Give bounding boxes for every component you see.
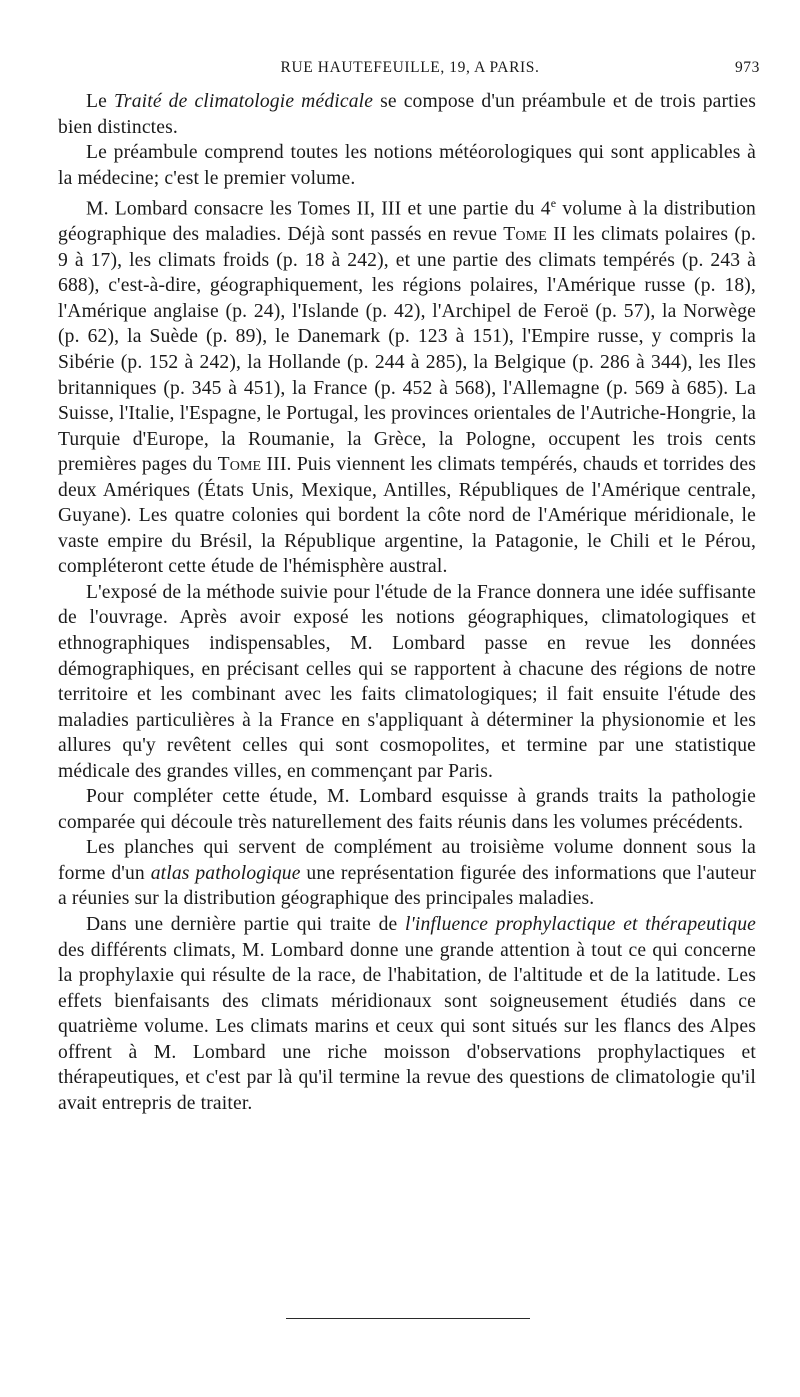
paragraph-1 <box>58 89 756 140</box>
paragraph-2: Le préambule comprend toutes les notions météorologiques qui sont applicables à la médecine; c'est le premier volume. <box>58 142 756 189</box>
tome-label: Tome <box>217 454 262 476</box>
section-divider <box>286 1318 530 1319</box>
paragraph-7 <box>58 912 756 1116</box>
paragraph-3-text-b: volume à la distribution géographique des maladies. Déjà sont passés en revue <box>58 198 756 246</box>
italic-phrase: atlas pathologique <box>150 862 301 884</box>
paragraph-3 <box>58 191 756 580</box>
paragraph-6-text-b: une représentation figurée des informations que l'auteur a réunies sur la distribution géographique des principales maladies. <box>58 862 756 910</box>
paragraph-6-text-a: Les planches qui servent de complément au troisième volume donnent sous la forme d'un <box>58 837 756 884</box>
running-head-title: RUE HAUTEFEUILLE, 19, A PARIS. <box>280 59 540 76</box>
paragraph-6 <box>58 835 756 912</box>
running-head <box>60 59 760 83</box>
paragraph-1-text: se compose d'un préambule et de trois parties bien distinctes. <box>58 91 756 138</box>
italic-phrase: l'influence prophylactique et thérapeutique <box>404 914 756 936</box>
paragraph-4: L'exposé de la méthode suivie pour l'étude de la France donnera une idée suffisante de l'ouvrage. Après avoir exposé les notions géographiques, climatologiques et ethnographiques indispensables, M. Lombard passe en revue les données démographiques, en précisant celles qui se rapportent à chacune des régions de notre territoire et les combinant avec les faits climatologiques; il fait ensuite l'étude des maladies particulières à la France en s'appliquant à déterminer la physionomie et les allures qu'y revêtent celles qui sont cosmopolites, et termine par une statistique médicale des grandes villes, en commençant par Paris. <box>58 581 756 782</box>
paragraph-5: Pour compléter cette étude, M. Lombard esquisse à grands traits la pathologie comparée qui découle très naturellement des faits réunis dans les volumes précédents. <box>58 786 756 833</box>
paragraph-3-text-d: III. Puis viennent les climats tempérés, chauds et torrides des deux Amériques (États Unis, Mexique, Antilles, Républiques de l'Amérique centrale, Guyane). Les quatre colonies qui bordent la côte nord de l'Amérique méridionale, le vaste empire du Brésil, la République argentine, la Patagonie, le Chili et le Pérou, compléteront cette étude de l'hémisphère austral. <box>58 454 756 578</box>
page-number: 973 <box>734 59 760 76</box>
paragraph-7-text-a: Dans une dernière partie qui traite de <box>86 914 405 936</box>
paragraph-3-text-c: II les climats polaires (p. 9 à 17), les climats froids (p. 18 à 242), et une partie des climats tempérés (p. 243 à 688), c'est-à-dire, géographiquement, les régions polaires, l'Amérique russe (p. 18), l'Amérique anglaise (p. 24), l'Islande (p. 42), l'Archipel de Feroë (p. 57), la Norwège (p. 62), la Suède (p. 89), le Danemark (p. 123 à 151), l'Empire russe, y compris la Sibérie (p. 152 à 242), la Hollande (p. 244 à 285), la Belgique (p. 286 à 344), les Iles britanniques (p. 345 à 451), la France (p. 452 à 568), l'Allemagne (p. 569 à 685). La Suisse, l'Italie, l'Espagne, le Portugal, les provinces orientales de l'Autriche-Hongrie, la Turquie d'Europe, la Roumanie, la Grèce, la Pologne, occupent les trois cents premières pages du <box>58 224 757 476</box>
body-text <box>58 89 756 1116</box>
book-title: Traité de climatologie médicale <box>113 91 374 112</box>
paragraph-7-text-b: des différents climats, M. Lombard donne une grande attention à tout ce qui concerne la prophylaxie qui résulte de la race, de l'habitation, de l'altitude et de la latitude. Les effets bienfaisants des climats méridionaux sont soigneusement étudiés dans ce quatrième volume. Les climats marins et ceux qui sont situés sur les flancs des Alpes offrent à M. Lombard une riche moisson d'observations prophylactiques et thérapeutiques, et c'est par là qu'il termine la revue des questions de climatologie qu'il avait entrepris de traiter. <box>58 939 756 1114</box>
paragraph-1-lead: Le <box>86 91 114 112</box>
tome-label: Tome <box>503 224 547 246</box>
paragraph-3-text-a: M. Lombard consacre les Tomes II, III et une partie du 4 <box>86 198 551 220</box>
superscript-e: e <box>550 196 557 211</box>
